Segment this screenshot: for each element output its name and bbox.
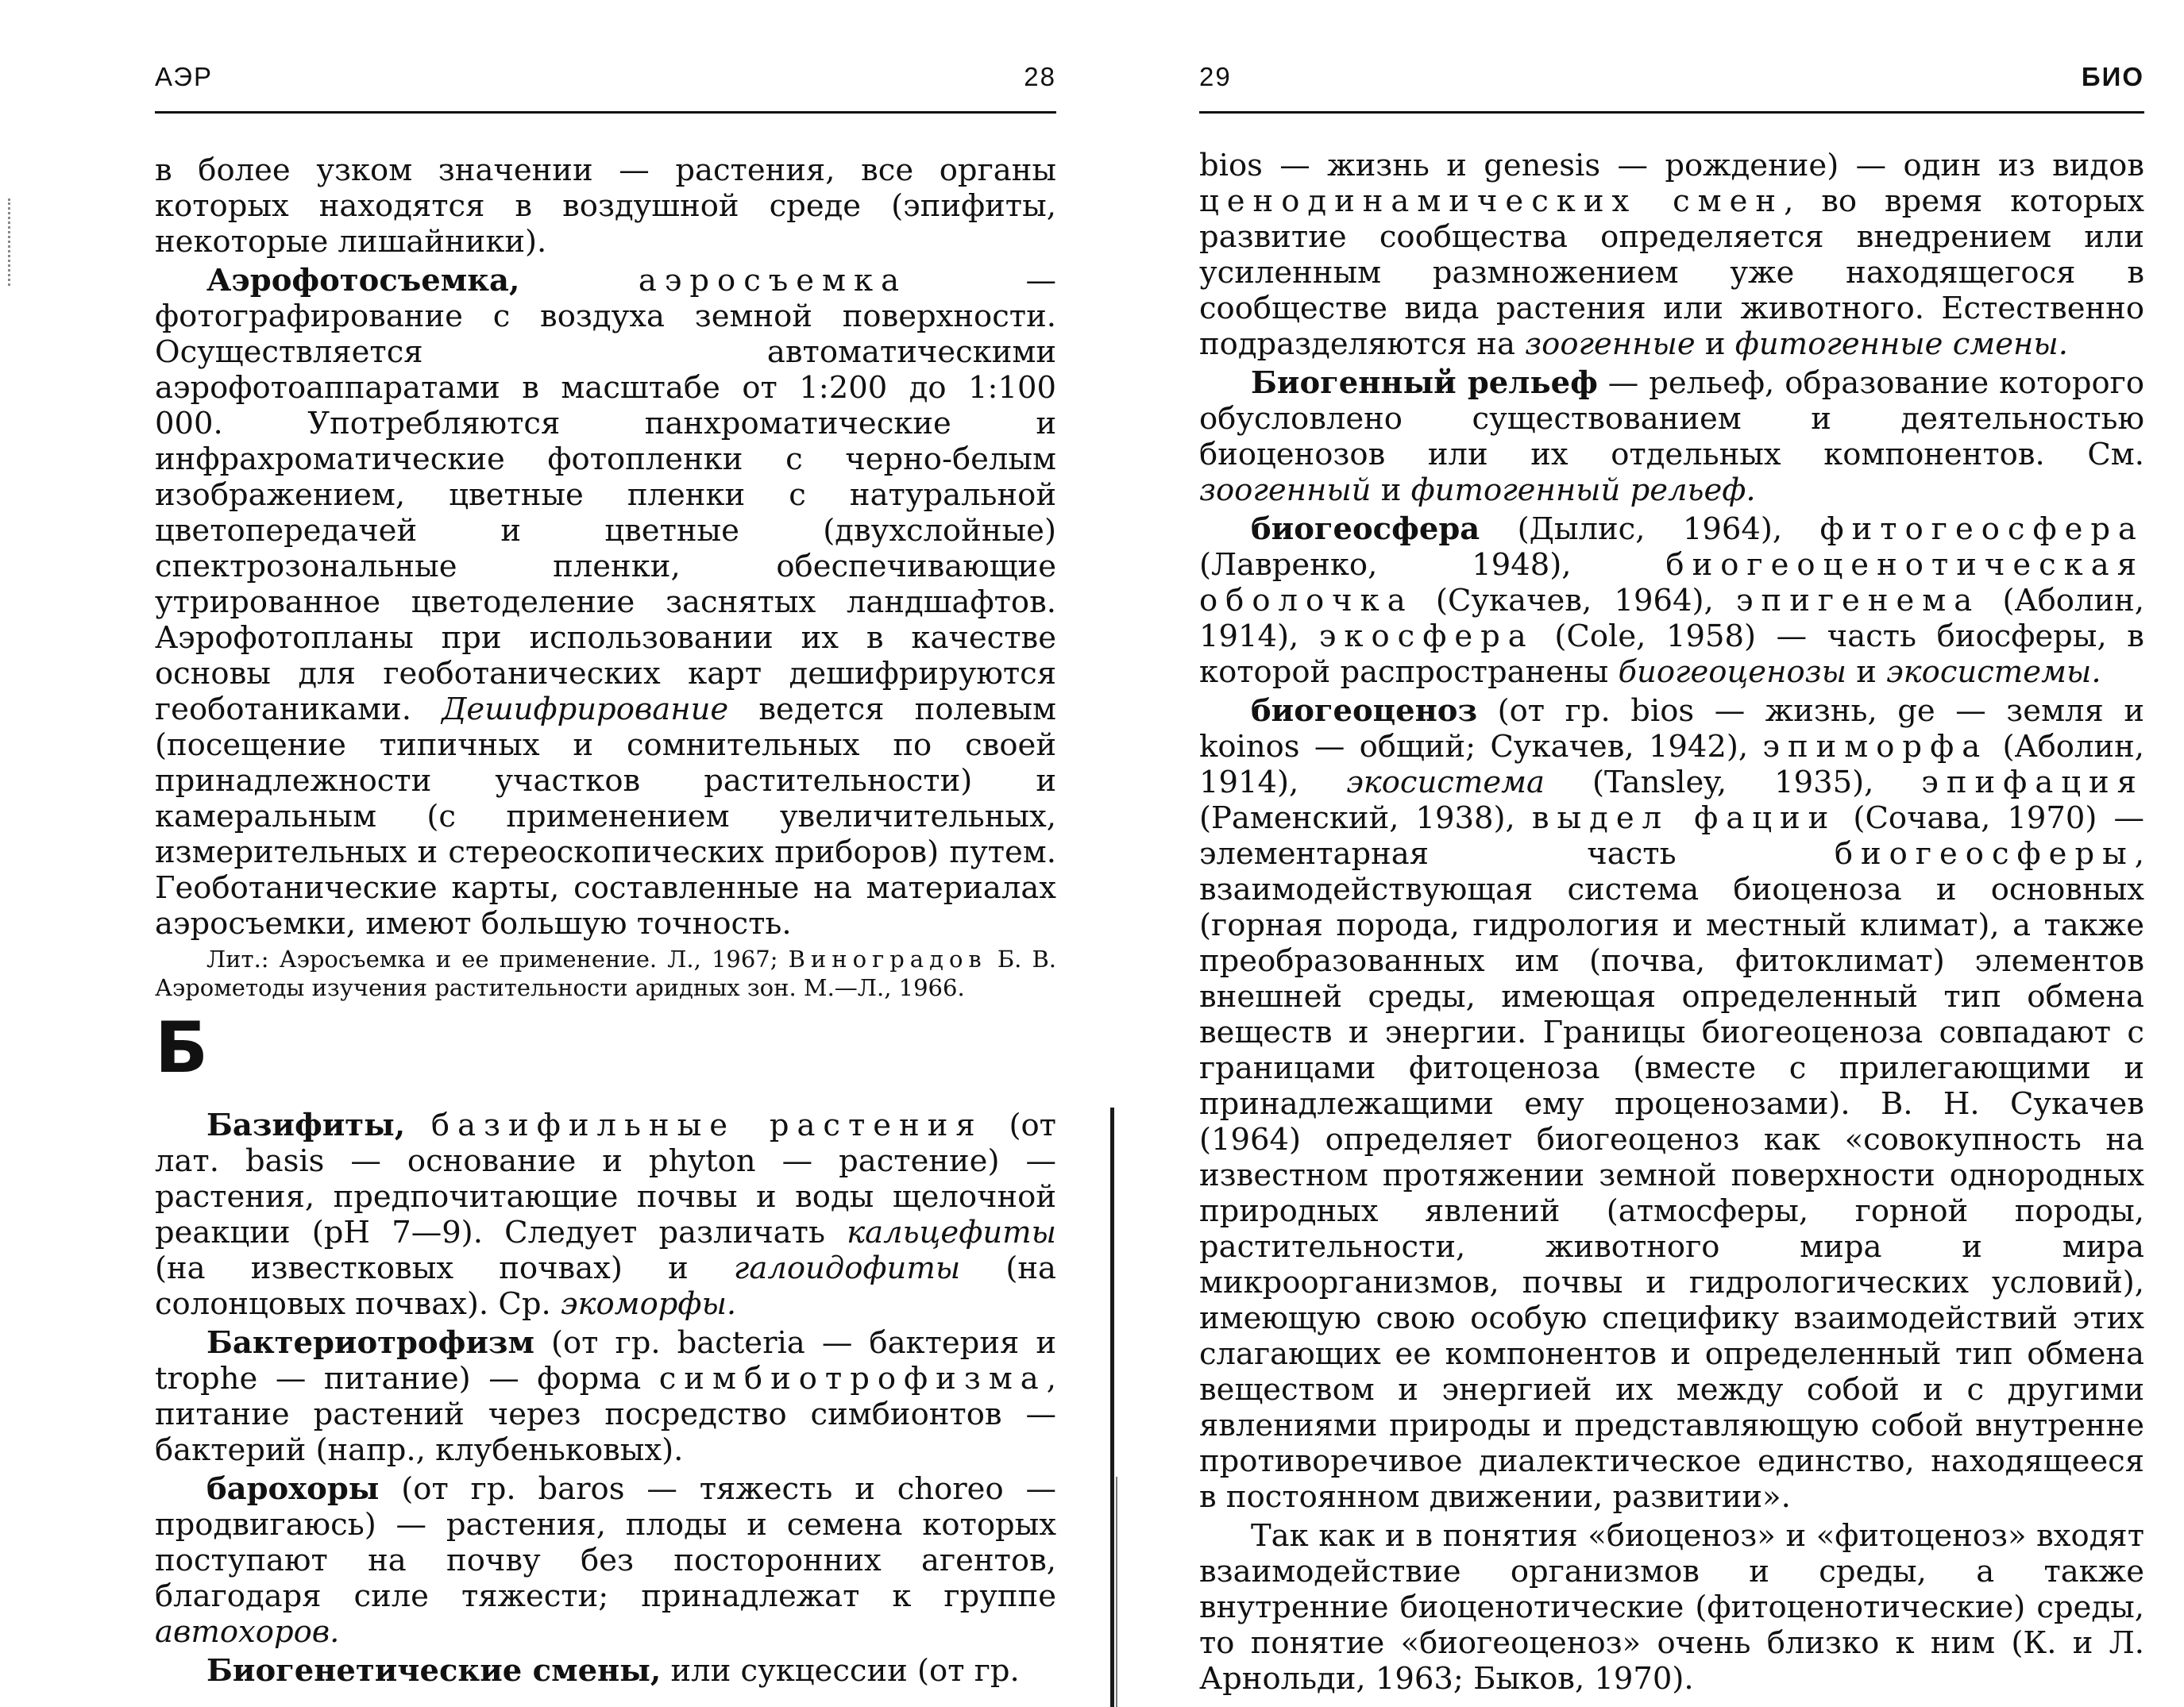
entry-text: , во время которых развитие сообщества определяется внедрением или усиленным размножением уже находящегося в сообществе вида растения или животного. Естественно подразделяются на [1199,183,2144,362]
left-header-word: АЭР [155,62,214,91]
left-text-bottom [155,1108,1056,1692]
literature-text: Б. В. Аэрометоды изучения растительности аридных зон. М.—Л., 1966. [155,946,1056,1001]
entry-text: и [1371,472,1411,508]
entry-term: биогеосфера [1251,511,1480,547]
entry-text: (Cole, 1958) — часть биосферы, в которой распространены [1199,618,2144,690]
entry-bazifity [155,1108,1056,1322]
entry-biogeocenoz [1199,693,2144,1515]
entry-synonym: эпигенема [1736,583,1981,618]
entry-text: (Сукачев, 1964), [1413,583,1736,618]
entry-biogennyj-relef [1199,365,2144,508]
right-page-number: 29 [1199,62,1232,91]
gutter-shadow-line-thin [1116,1477,1117,1707]
entry-text: — фотографирование с воздуха земной поверхности. Осуществляется автоматическими аэрофотоаппаратами в масштабе от 1:200 до 1:100 000. Употребляются панхроматические и инфрахроматические фотопленки с черно-белым изображением, цветные пленки с натуральной цветопередачей и цветные (двухслойные) спектрозональные пленки, обеспечивающие утрированное цветоделение заснятых ландшафтов. Аэрофотопланы при использовании их в качестве основы для геоботанических карт дешифрируются геоботаниками. [155,263,1056,727]
left-page-number: 28 [1024,62,1056,91]
entry-bakteriotrofizm [155,1325,1056,1468]
entry-cross-reference: галоидофиты [733,1250,961,1286]
entry-synonym: фитогеосфера [1819,511,2144,547]
entry-text: — рельеф, образование которого обусловлено существованием и деятельностью биоценозов или их отдельных компонентов. См. [1199,365,2145,472]
entry-text: (на солонцовых почвах). Ср. [155,1250,1056,1322]
right-header-rule [1199,111,2144,114]
entry-text: ведется полевым (посещение типичных и сомнительных по своей принадлежности участков растительности) и камеральным (с применением увеличительных, измерительных и стереоскопических приборов) путем. Геоботанические карты, составленные на материалах аэросъемки, имеют большую точность. [155,692,1057,942]
entry-biogeosfera [1199,511,2144,690]
entry-cross-reference: зоогенный [1199,472,1372,508]
entry-synonym: эпифация [1921,765,2144,800]
entry-text: (Аболин, 1914), [1199,583,2145,654]
literature-author: Виноградов [788,946,987,973]
right-header-word: БИО [2081,62,2144,91]
entry-term: Биогенный рельеф [1251,365,1598,401]
entry-cross-reference: биогеоценозы [1618,654,1846,690]
literature-reference [155,945,1056,1002]
entry-text: , питание растений через посредство симбионтов — бактерий (напр., клубеньковых). [155,1361,1056,1468]
entry-term: Бактериотрофизм [206,1325,534,1361]
entry-term: биогеоценоз [1251,693,1478,729]
right-running-head [1199,62,2144,102]
entry-text: (Дылис, 1964), [1480,511,1820,547]
entry-text: , взаимодействующая система биоценоза и основных (горная порода, гидрология и местный климат), а также преобразованных им (почва, фитоклимат) элементов внешней среды, имеющая определенный тип обмена веществ и энергии. Границы биогеоценоза совпадают с границами фитоценоза (вместе с прилегающими и принадлежащими ему проценозами). В. Н. Сукачев (1964) определяет биогеоценоз как «совокупность на известном протяжении земной поверхности однородных природных явлений (атмосферы, горной породы, растительности, животного мира и мира микроорганизмов, почвы и гидрологических условий), имеющую свою особую специфику взаимодействий этих слагающих ее компонентов и определенный тип обмена веществом и энергией их между собой и с другими явлениями природы и представляющую собой внутренне противоречивое диалектическое единство, находящееся в постоянном движении, развитии». [1199,836,2144,1515]
entry-text: (Раменский, 1938), [1199,800,1532,836]
entry-text: (Аболин, 1914), [1199,729,2145,800]
right-para-continuation [1199,148,2144,362]
entry-synonym: биогеосферы [1834,836,2135,872]
entry-synonym: ценодинамических смен [1199,183,1785,219]
entry-text: и [1846,654,1887,690]
right-text [1199,148,2144,1700]
entry-term: барохоры [206,1471,380,1507]
entry-cross-reference: фитогенный рельеф. [1410,472,1756,508]
gutter-shadow-line [1110,1108,1114,1707]
entry-synonym: аэросъемка [638,263,908,299]
entry-cross-reference: Дешифрирование [442,692,729,727]
entry-synonym: выдел фации [1531,800,1837,836]
entry-text: (от гр. baros — тяжесть и choreo — продвигаюсь) — растения, плоды и семена которых поступают на почву без посторонних агентов, благодаря силе тяжести; принадлежат к группе [155,1471,1056,1614]
section-letter: Б [155,1007,209,1089]
entry-barohory [155,1471,1056,1650]
entry-text: (Сочава, 1970) — элементарная часть [1199,800,2145,872]
entry-text: и [1695,326,1735,362]
entry-aerofotosemka [155,263,1056,942]
entry-biogeneticheskie-smeny [155,1653,1056,1689]
entry-cross-reference: экоморфы. [560,1286,737,1322]
left-running-head [155,62,1056,102]
entry-cross-reference: экосистемы. [1886,654,2101,690]
left-para-continuation: в более узком значении — растения, все органы которых находятся в воздушной среде (эпифиты, некоторые лишайники). [155,152,1056,260]
entry-text: (Лавренко, 1948), [1199,547,1666,583]
entry-synonym: биогеоценотическая оболочка [1199,547,2144,618]
entry-text: (от гр. bacteria — бактерия и trophe — питание) — форма [155,1325,1056,1397]
entry-synonym: базифильные растения [430,1108,983,1143]
entry-text: bios — жизнь и genesis — рождение) — один из видов [1199,148,2144,183]
entry-term: Базифиты, [206,1108,406,1143]
entry-term: Аэрофотосъемка, [206,263,520,299]
entry-synonym: экосфера [1318,618,1534,654]
entry-synonym: симбиотрофизма [658,1361,1047,1397]
entry-text: (от лат. basis — основание и phyton — растение) — растения, предпочитающие почвы и воды щелочной реакции (рН 7—9). Следует различать [155,1108,1056,1250]
entry-synonym: эпиморфа [1762,729,1989,765]
closing-paragraph: Так как и в понятия «биоценоз» и «фитоценоз» входят взаимодействие организмов и среды, а также внутренние биоценотические (фитоценотические) среды, то понятие «биогеоценоз» очень близко к ним (К. и Л. Арнольди, 1963; Быков, 1970). [1199,1518,2144,1697]
entry-cross-reference: зоогенные [1525,326,1696,362]
page-edge-mark [8,198,13,286]
literature-text: Лит.: Аэросъемка и ее применение. Л., 1967; [206,946,789,973]
left-page [155,0,1056,1707]
entry-text: (на известковых почвах) и [155,1250,734,1286]
entry-cross-reference: экосистема [1346,765,1545,800]
entry-text: или сукцессии (от гр. [661,1653,1020,1689]
entry-cross-reference: кальцефиты [847,1215,1056,1250]
left-header-rule [155,111,1056,114]
left-text-top [155,152,1056,1005]
right-page [1199,0,2144,1707]
entry-cross-reference: автохоров. [155,1614,340,1650]
entry-term: Биогенетические смены, [206,1653,662,1689]
entry-text: (Tansley, 1935), [1545,765,1922,800]
entry-text: (от гр. bios — жизнь, ge — земля и koinos — общий; Сукачев, 1942), [1199,693,2144,765]
entry-cross-reference: фитогенные смены. [1734,326,2068,362]
